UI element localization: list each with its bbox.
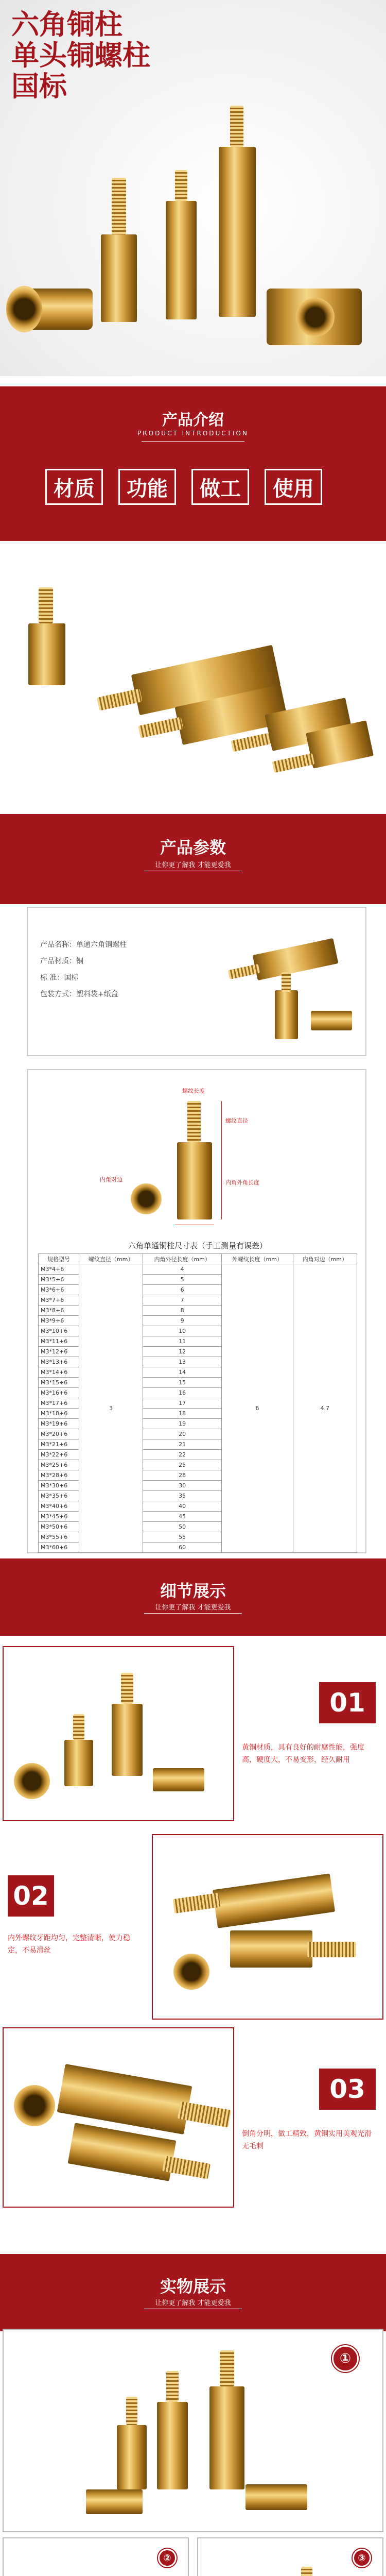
detail-1-text: 黄铜材质，具有良好的耐腐性能，强度高，硬度大，不易变形，经久耐用 [242,1743,364,1764]
cell-model: M3*16+6 [39,1388,79,1398]
cell-body-length: 21 [143,1439,222,1450]
intro-divider [142,441,244,442]
feature-material: 材质 [45,469,103,505]
gallery-photo-3 [197,2537,383,2576]
cell-body-length: 30 [143,1481,222,1491]
detail-3-text: 倒角分明，做工精致，黄铜实用美观光滑无毛刺 [242,2130,372,2150]
cell-model: M3*35+6 [39,1491,79,1501]
cell-body-length: 60 [143,1543,222,1553]
header-thread-length: 外螺纹长度（mm） [222,1254,293,1264]
param-row-material: 产品材质：铜 [40,957,83,965]
size-table-row [39,1264,357,1275]
params-subtitle: 让你更了解我 才能更爱我 [155,861,231,869]
cell-model: M3*10+6 [39,1326,79,1336]
size-table-title: 六角单通铜柱尺寸表（手工测量有误差） [128,1241,267,1250]
cell-body-length: 11 [143,1336,222,1347]
cell-model: M3*17+6 [39,1398,79,1409]
cell-body-length: 12 [143,1347,222,1357]
cell-body-length: 50 [143,1522,222,1532]
gallery-photo-1 [3,2329,383,2532]
cell-body-length: 35 [143,1491,222,1501]
cell-body-length: 22 [143,1450,222,1460]
cell-body-length: 10 [143,1326,222,1336]
diagram-label-thread-length: 螺纹长度 [182,1088,205,1094]
size-table-header [39,1254,357,1264]
cell-model: M3*20+6 [39,1429,79,1439]
cell-body-length: 28 [143,1470,222,1481]
detail-1-photo [3,1646,234,1821]
cell-model: M3*13+6 [39,1357,79,1367]
detail-2-number: 02 [8,1875,54,1917]
header-hex-width: 内角对边（mm） [293,1254,357,1264]
size-table [38,1253,357,1553]
params-title: 产品参数 [160,838,226,857]
detail-subtitle: 让你更了解我 才能更爱我 [155,1604,231,1612]
feature-usage: 使用 [265,469,322,505]
diagram-label-hex-width: 内角对边 [100,1176,122,1183]
intro-section [0,376,386,551]
cell-model: M3*19+6 [39,1419,79,1429]
cell-body-length: 14 [143,1367,222,1378]
detail-banner [0,1558,386,1636]
size-box [27,1069,366,1553]
cell-body-length: 20 [143,1429,222,1439]
cell-body-length: 16 [143,1388,222,1398]
cell-model: M3*55+6 [39,1532,79,1543]
cell-thread-diameter: 3 [79,1264,143,1553]
real-title: 实物展示 [160,2277,226,2296]
detail-2-text: 内外螺纹牙距均匀，完整清晰，使力稳定，不易滑丝 [8,1934,130,1955]
gallery-number-1: ① [332,2345,359,2372]
cell-model: M3*7+6 [39,1295,79,1306]
standoff-diagram [28,1070,367,1235]
real-subtitle: 让你更了解我 才能更爱我 [155,2299,231,2307]
cell-model: M3*22+6 [39,1450,79,1460]
feature-function: 功能 [118,469,176,505]
params-product-image [208,928,362,1047]
params-banner [0,814,386,904]
hero-title-line-2: 单头铜螺柱 [11,39,150,72]
param-row-name: 产品名称：单通六角铜螺柱 [40,941,127,949]
cell-model: M3*25+6 [39,1460,79,1470]
header-model: 规格型号 [39,1254,79,1264]
cell-body-length: 15 [143,1378,222,1388]
real-banner [0,2254,386,2331]
cell-model: M3*45+6 [39,1512,79,1522]
cell-body-length: 13 [143,1357,222,1367]
params-box [27,907,366,1056]
cell-model: M3*21+6 [39,1439,79,1450]
cell-body-length: 40 [143,1501,222,1512]
cell-body-length: 18 [143,1409,222,1419]
intro-subtitle: PRODUCT INTRODUCTION [137,430,249,437]
cell-model: M3*15+6 [39,1378,79,1388]
header-thread-diameter: 螺纹直径（mm） [79,1254,143,1264]
cell-body-length: 7 [143,1295,222,1306]
cell-model: M3*18+6 [39,1409,79,1419]
hero-product-image [0,0,386,376]
detail-2-photo [152,1834,383,2020]
cell-model: M3*5+6 [39,1275,79,1285]
detail-3-number: 03 [319,2069,376,2110]
cell-model: M3*4+6 [39,1264,79,1275]
cell-body-length: 4 [143,1264,222,1275]
cell-model: M3*40+6 [39,1501,79,1512]
cell-thread-length: 6 [222,1264,293,1553]
cell-body-length: 55 [143,1532,222,1543]
param-row-standard: 标 准：国标 [40,974,79,982]
cell-model: M3*9+6 [39,1316,79,1326]
cell-body-length: 25 [143,1460,222,1470]
gallery-photo-2 [3,2537,189,2576]
gallery-number-2: ② [158,2549,177,2567]
detail-item-2 [0,1834,386,2025]
detail-item-1 [0,1641,386,1832]
detail-title: 细节展示 [160,1581,226,1601]
cell-model: M3*50+6 [39,1522,79,1532]
detail-1-number: 01 [319,1682,376,1723]
cell-model: M3*12+6 [39,1347,79,1357]
cell-body-length: 45 [143,1512,222,1522]
cell-model: M3*30+6 [39,1481,79,1491]
gallery-number-3: ③ [353,2549,371,2567]
header-body-length: 内角外径长度（mm） [143,1254,222,1264]
param-row-package: 包装方式：塑料袋+纸盒 [40,990,118,998]
cell-body-length: 5 [143,1275,222,1285]
hero-section [0,0,386,376]
cell-model: M3*14+6 [39,1367,79,1378]
cell-model: M3*6+6 [39,1285,79,1295]
detail-3-photo [3,2027,234,2208]
cell-model: M3*11+6 [39,1336,79,1347]
cell-body-length: 17 [143,1398,222,1409]
cell-model: M3*8+6 [39,1306,79,1316]
diagram-label-thread-diameter: 螺纹直径 [225,1117,248,1124]
cell-body-length: 9 [143,1316,222,1326]
cell-body-length: 6 [143,1285,222,1295]
cell-model: M3*28+6 [39,1470,79,1481]
product-photo-2 [0,551,386,804]
hero-title-line-3: 国标 [11,70,67,103]
hero-title-line-1: 六角铜柱 [11,8,122,41]
cell-body-length: 19 [143,1419,222,1429]
cell-body-length: 8 [143,1306,222,1316]
diagram-label-body-length: 内角外角长度 [225,1179,259,1186]
cell-model: M3*60+6 [39,1543,79,1553]
feature-workmanship: 做工 [191,469,249,505]
detail-item-3 [0,2027,386,2218]
cell-hex-width: 4.7 [293,1264,357,1553]
intro-title: 产品介绍 [162,411,224,429]
